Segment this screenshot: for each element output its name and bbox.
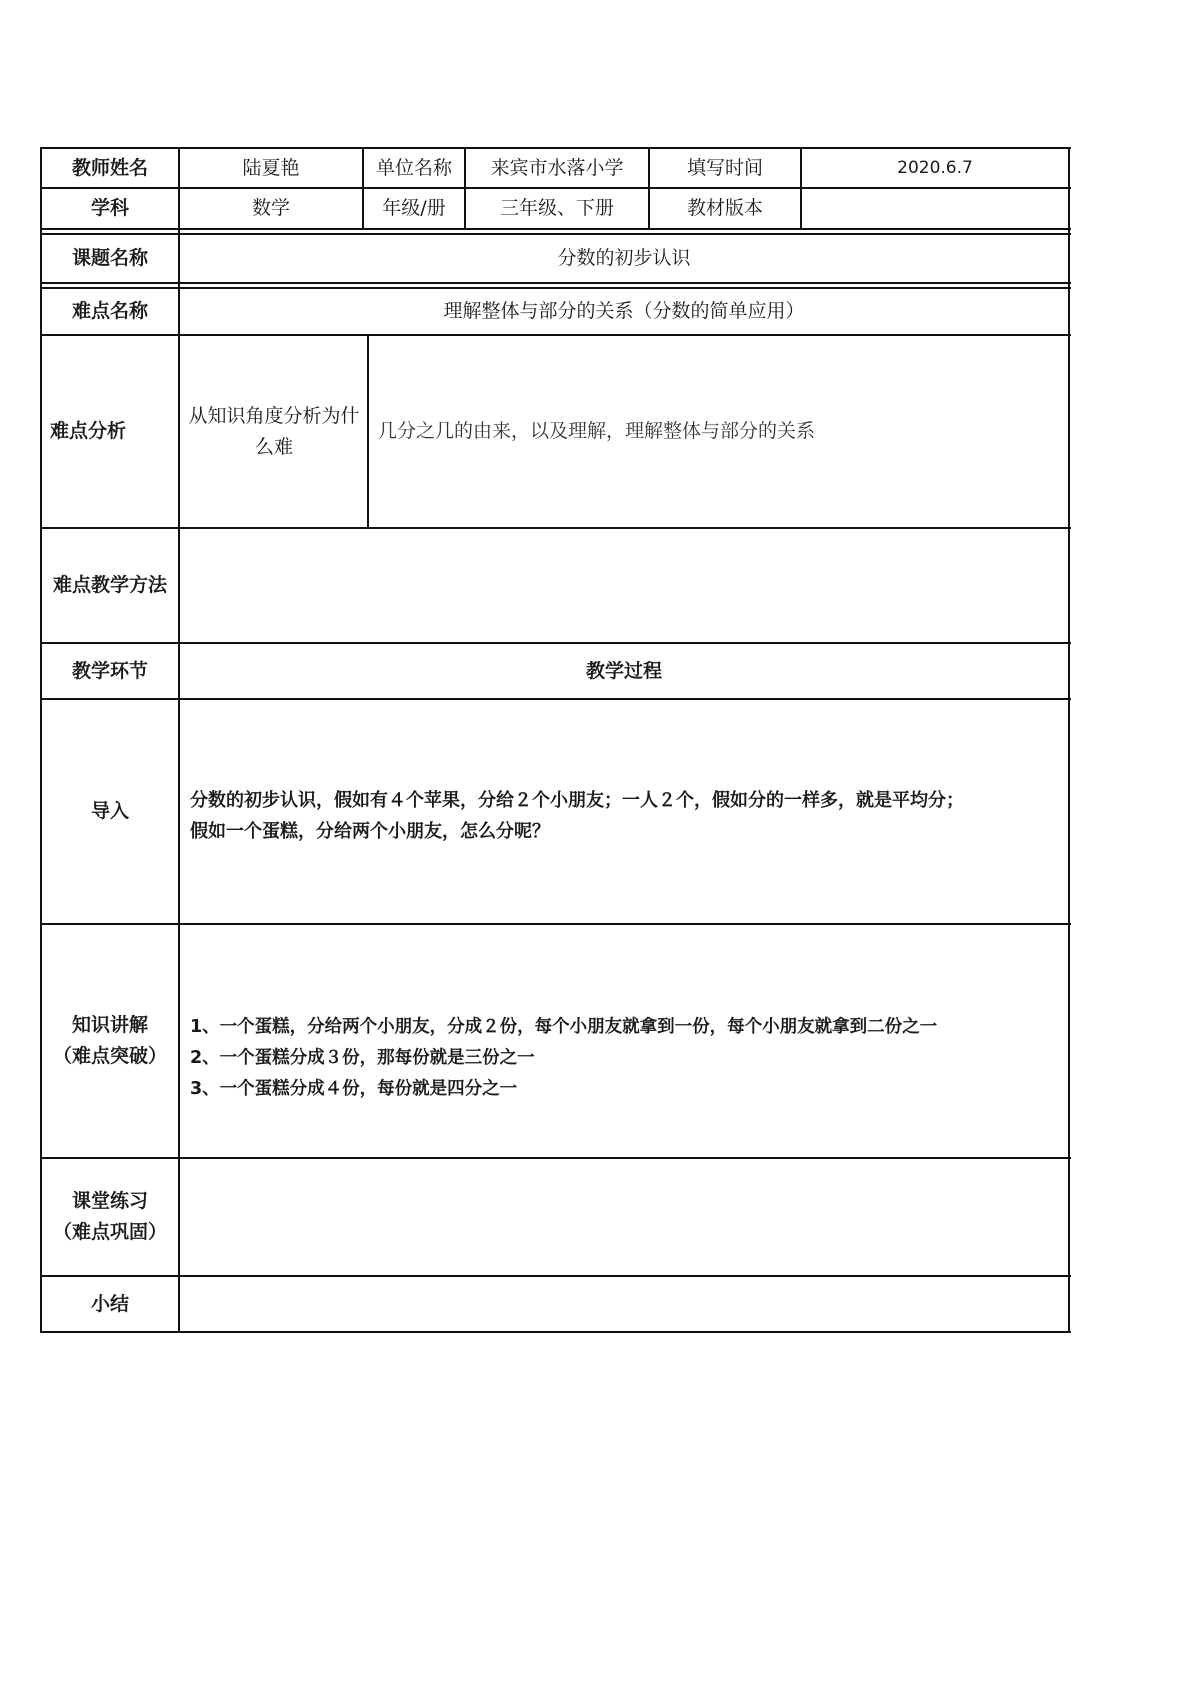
grade-value: 三年级、下册: [499, 197, 614, 219]
topic-label: 课题名称: [71, 247, 148, 269]
teacher-name-value: 陆夏艳: [242, 156, 300, 179]
topic-value: 分数的初步认识: [557, 247, 691, 269]
rule: [41, 228, 1071, 230]
explain-label: [42, 925, 178, 1157]
explain-content: [190, 1012, 1060, 1105]
explain-line: 2、一个蛋糕分成３份，那每份就是三份之一: [190, 1048, 535, 1068]
grade-label: 年级/册: [382, 197, 446, 219]
rule: [41, 282, 1071, 284]
intro-line: 假如一个蛋糕，分给两个小朋友，怎么分呢？: [190, 821, 550, 842]
unit-name-value: 来宾市水落小学: [490, 156, 624, 179]
rule: [41, 698, 1071, 700]
analysis-value: 几分之几的由来，以及理解，理解整体与部分的关系: [378, 420, 816, 442]
stage-header: 教学环节: [71, 659, 148, 682]
explain-line: 1、一个蛋糕，分给两个小朋友，分成２份，每个小朋友就拿到一份，每个小朋友就拿到二份之一: [190, 1017, 938, 1037]
method-value: [180, 529, 1068, 642]
analysis-label: 难点分析: [50, 420, 127, 442]
practice-label: [42, 1159, 178, 1275]
rule-bottom: [41, 1331, 1071, 1333]
teacher-name-label: 教师姓名: [71, 156, 148, 179]
fill-date-label: 填写时间: [686, 156, 763, 179]
textbook-edition-label: 教材版本: [686, 197, 763, 219]
process-header: 教学过程: [585, 659, 662, 682]
subject-label: 学科: [90, 197, 129, 219]
analysis-sub-label: 从知识角度分析为什么难: [188, 404, 360, 458]
subject-value: 数学: [251, 197, 290, 219]
summary-value: [180, 1277, 1068, 1331]
unit-name-label: 单位名称: [375, 156, 452, 179]
explain-line: 3、一个蛋糕分成４份，每份就是四分之一: [190, 1079, 518, 1099]
explain-label-line: 知识讲解: [71, 1014, 148, 1036]
practice-label-line: 课堂练习: [71, 1190, 148, 1212]
intro-content: [190, 785, 1060, 847]
method-label: 难点教学方法: [52, 574, 167, 596]
rule-right: [1068, 147, 1070, 1333]
rule: [41, 923, 1071, 925]
explain-label-line: （难点突破）: [52, 1045, 167, 1067]
fill-date-value: 2020.6.7: [897, 157, 973, 178]
difficulty-label: 难点名称: [71, 300, 148, 322]
practice-label-line: （难点巩固）: [52, 1221, 167, 1243]
practice-value: [180, 1159, 1068, 1275]
summary-label: 小结: [90, 1292, 129, 1315]
intro-label: 导入: [90, 800, 129, 822]
rule: [367, 335, 369, 528]
textbook-edition-value: [802, 189, 1068, 228]
intro-line: 分数的初步认识，假如有４个苹果，分给２个小朋友；一人２个，假如分的一样多，就是平均分；: [190, 790, 964, 811]
difficulty-value: 理解整体与部分的关系（分数的简单应用）: [443, 300, 805, 322]
